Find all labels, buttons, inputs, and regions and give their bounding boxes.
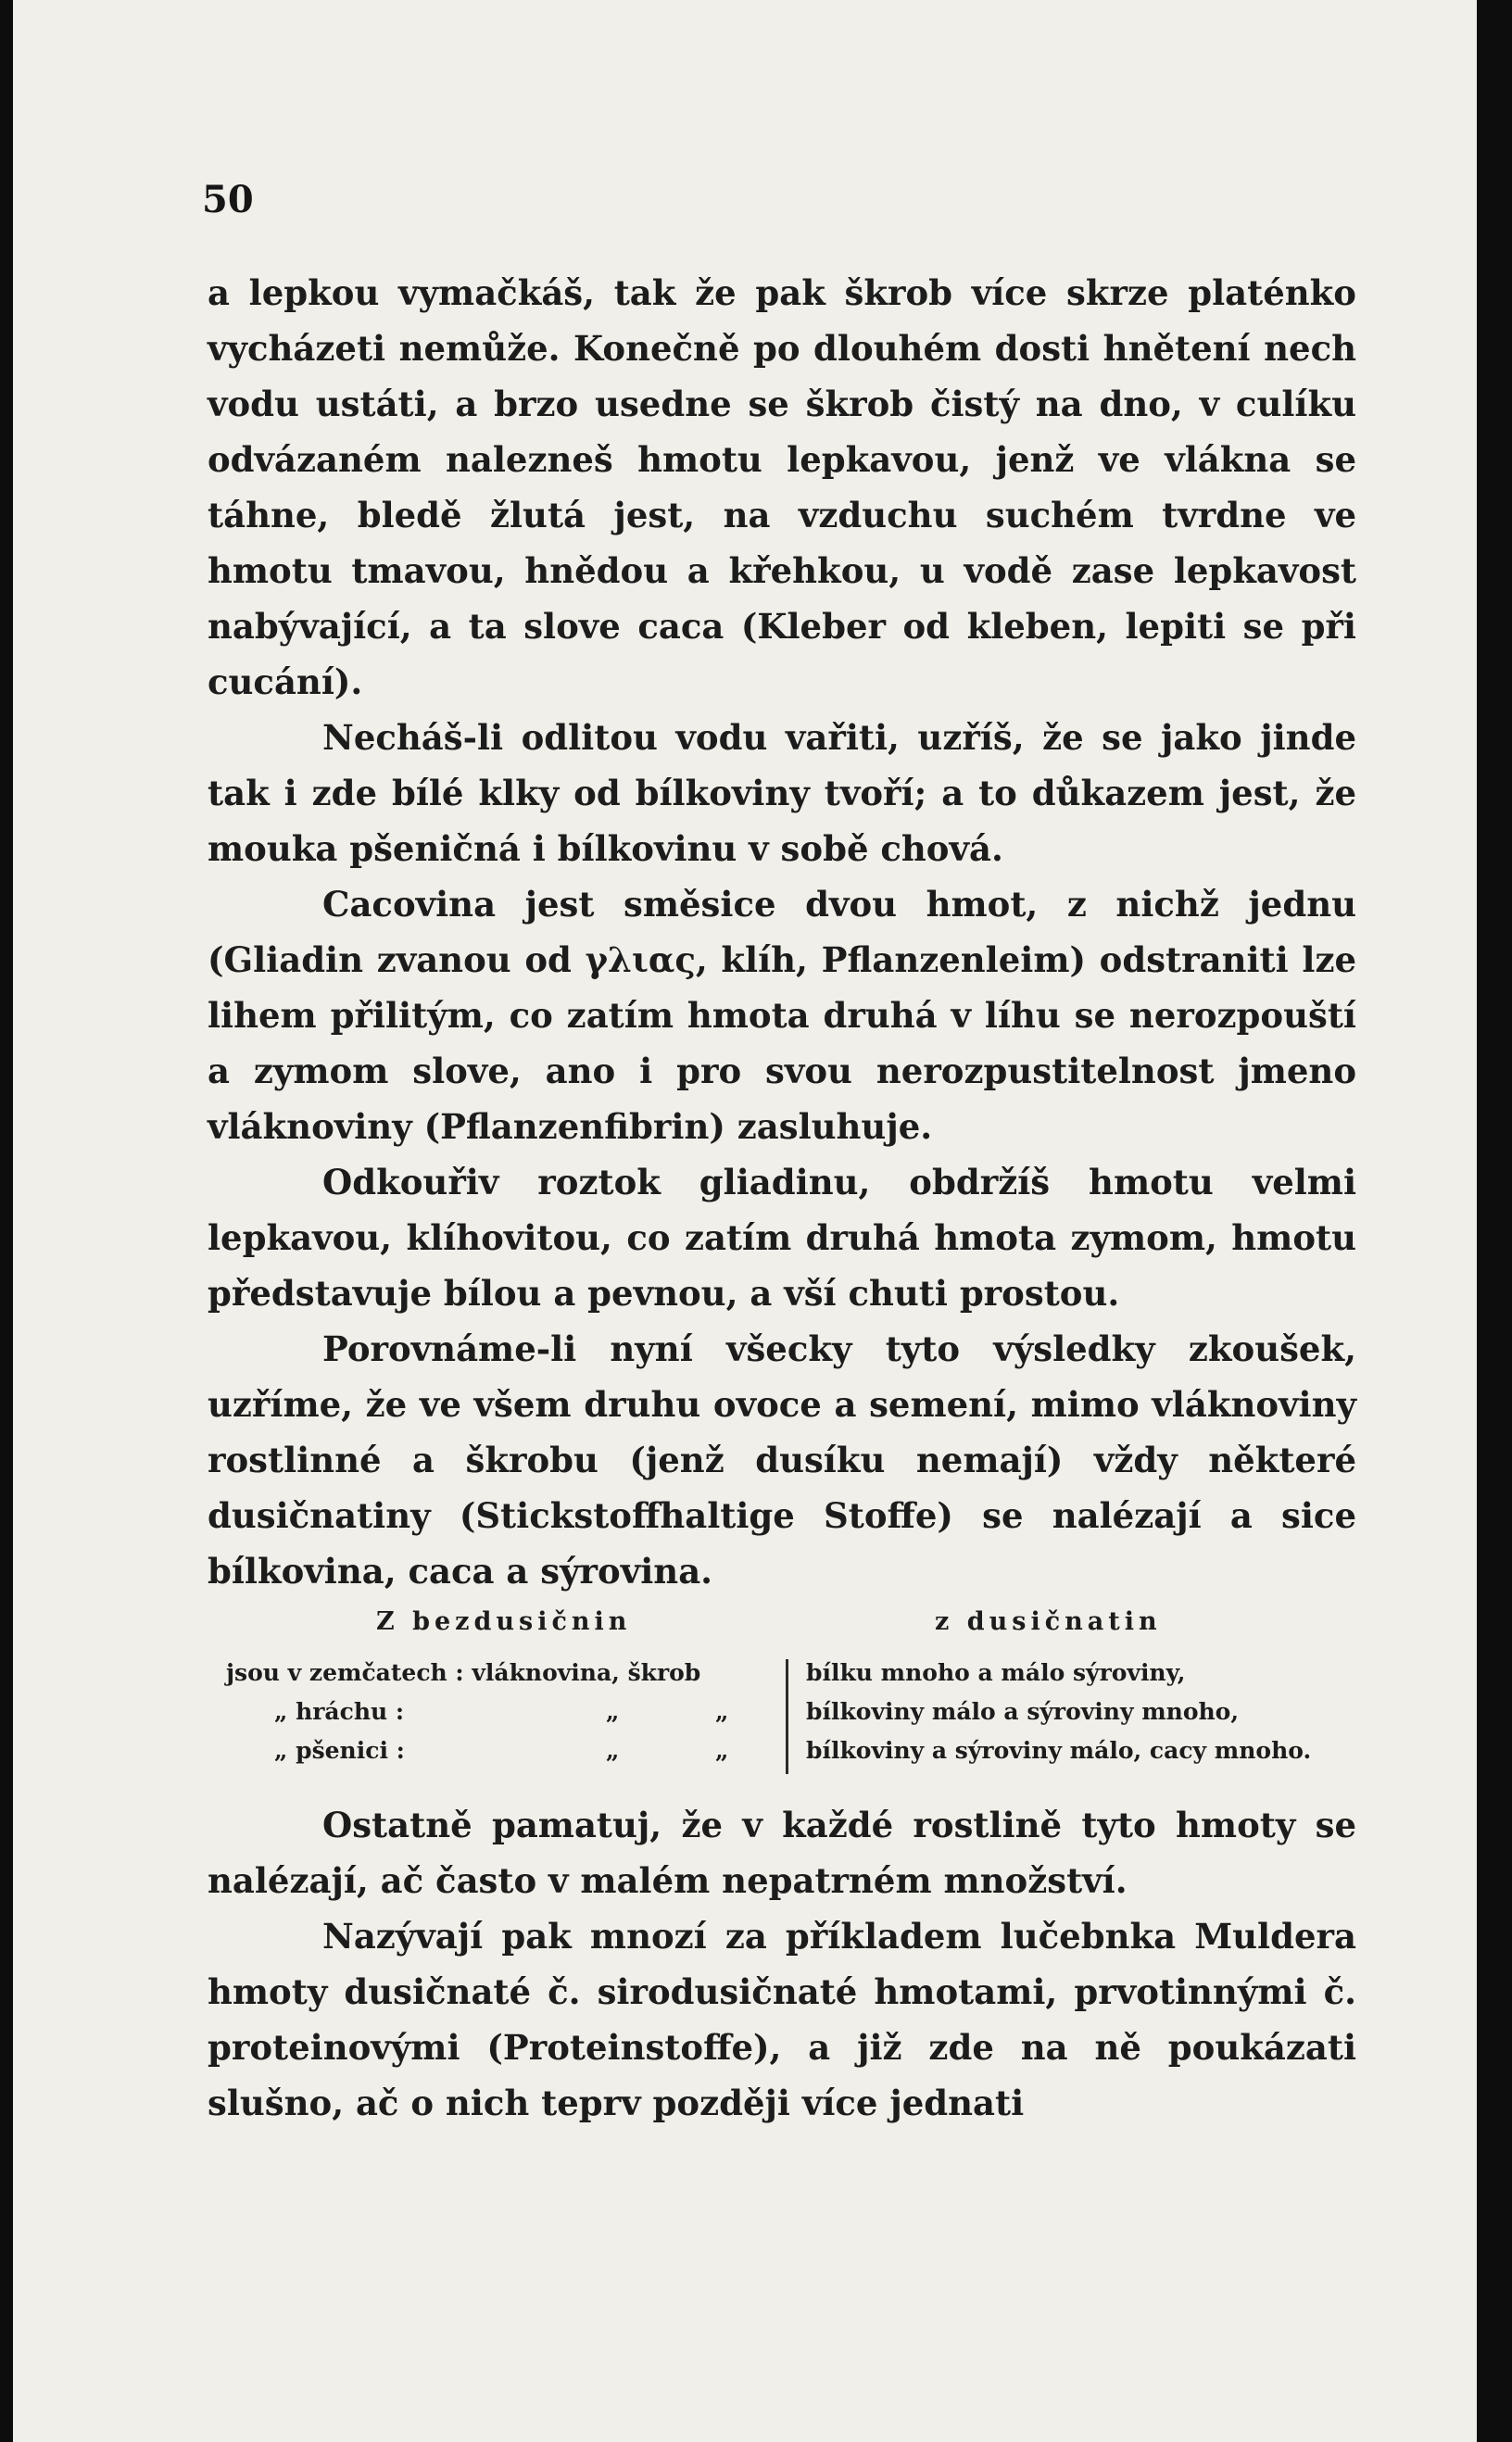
- table-right-column: [806, 1654, 1362, 1770]
- table-header-left: Z bezdusičnin: [376, 1607, 632, 1636]
- table-row: [226, 1693, 782, 1731]
- body-text-bottom: [208, 1797, 1356, 2131]
- table-body: [208, 1654, 1356, 1783]
- page-number: 50: [202, 178, 254, 221]
- table-row: [226, 1731, 782, 1770]
- row-label: „ hráchu :: [274, 1698, 405, 1725]
- paragraph-5: Porovnáme-li nyní všecky tyto výsledky zkoušek, uzříme, že ve všem druhu ovoce a semení, mimo vláknoviny rostlinné a škrobu (jenž dusíku nemají) vždy některé dusičnatiny (Stickstoffhaltige Stoffe) se nalézají a sice bílkovina, caca a sýrovina.: [208, 1328, 1356, 1592]
- row-label: „ pšenici :: [274, 1737, 405, 1764]
- paragraph-1: a lepkou vymačkáš, tak že pak škrob více skrze platénko vycházeti nemůže. Konečně po dlouhém dosti hnětení nech vodu ustáti, a brzo usedne se škrob čistý na dno, v culíku odvázaném nalezneš hmotu lepkavou, jenž ve vlákna se táhne, bledě žlutá jest, na vzduchu suchém tvrdne ve hmotu tmavou, hnědou a křehkou, u vodě zase lepkavost nabývající, a ta slove caca (Kleber od kleben, lepiti se při cucání).: [208, 272, 1356, 702]
- table-row: bílkoviny málo a sýroviny mnoho,: [806, 1698, 1240, 1725]
- paragraph-2: Necháš-li odlitou vodu vařiti, uzříš, že se jako jinde tak i zde bílé klky od bílkoviny tvoří; a to důkazem jest, že mouka pšeničná i bílkovinu v sobě chová.: [208, 717, 1356, 869]
- table-row: bílkoviny a sýroviny málo, cacy mnoho.: [806, 1737, 1312, 1764]
- paragraph-4: Odkouřiv roztok gliadinu, obdržíš hmotu velmi lepkavou, klíhovitou, co zatím druhá hmota zymom, hmotu představuje bílou a pevnou, a vší chuti prostou.: [208, 1162, 1356, 1314]
- row-label: jsou v zemčatech : vláknovina, škrob: [226, 1659, 701, 1686]
- ditto-mark: „: [606, 1737, 620, 1764]
- table-row: bílku mnoho a málo sýroviny,: [806, 1659, 1186, 1686]
- table-header-right: z dusičnatin: [935, 1607, 1162, 1636]
- composition-table: [208, 1607, 1356, 1783]
- ditto-mark: „: [606, 1698, 620, 1725]
- body-text-top: [208, 265, 1356, 1599]
- ditto-mark: „: [715, 1737, 729, 1764]
- paragraph-7: Nazývají pak mnozí za příkladem lučebnka Muldera hmoty dusičnaté č. sirodusičnaté hmotami, prvotinnými č. proteinovými (Proteinstoffe), a již zde na ně poukázati slušno, ač o nich teprv později více jednati: [208, 1916, 1356, 2123]
- paragraph-6: Ostatně pamatuj, že v každé rostlině tyto hmoty se nalézají, ač často v malém nepatrném množství.: [208, 1805, 1356, 1901]
- table-row: [226, 1654, 782, 1693]
- paragraph-3: Cacovina jest směsice dvou hmot, z nichž jednu (Gliadin zvanou od γλιας, klíh, Pflanzenleim) odstraniti lze lihem přilitým, co zatím hmota druhá v líhu se nerozpouští a zymom slove, ano i pro svou nerozpustitelnost jmeno vláknoviny (Pflanzenfibrin) zasluhuje.: [208, 884, 1356, 1147]
- ditto-mark: „: [715, 1698, 729, 1725]
- table-divider: [786, 1659, 788, 1774]
- table-left-column: [226, 1654, 782, 1770]
- table-header: [208, 1607, 1356, 1654]
- book-page: [13, 0, 1477, 2442]
